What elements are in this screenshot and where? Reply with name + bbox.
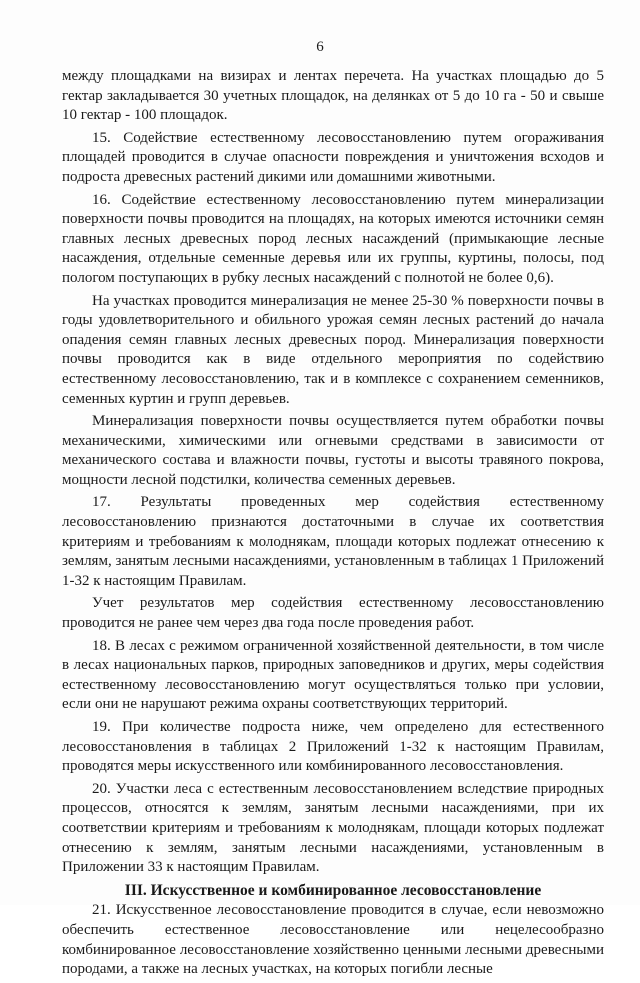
paragraph-continuation: между площадками на визирах и лентах перечета. На участках площадью до 5 гектар закладывается 30 учетных площадок, на делянках от 5 до 10 га - 50 и свыше 10 гектар - 100 площадок. <box>62 68 604 124</box>
paragraph-results-accounting: Учет результатов мер содействия естественному лесовосстановлению проводится не ранее чем через два года после проведения работ. <box>62 595 604 632</box>
paragraph-19: 19. При количестве подроста ниже, чем определено для естественного лесовосстановления в таблицах 2 Приложений 1-32 к настоящим Правилам, проводятся меры искусственного или комбинированного лесовосстановления. <box>62 719 604 775</box>
paragraph-17: 17. Результаты проведенных мер содействия естественному лесовосстановлению признаются достаточными в случае их соответствия критериям и требованиям к молоднякам, площади которых подлежат отнесению к землям, занятым лесными насаждениями, установленным в таблицах 1 Приложений 1-32 к настоящим Правилам. <box>62 494 604 589</box>
paragraph-18: 18. В лесах с режимом ограниченной хозяйственной деятельности, в том числе в лесах национальных парков, природных заповедников и других, меры содействия естественному лесовосстановлению могут осуществляться только при условии, если они не нарушают режима охраны соответствующих территорий. <box>62 637 604 713</box>
section-heading: III. Искусственное и комбинированное лесовосстановление <box>124 881 542 899</box>
document-body <box>62 67 604 983</box>
paragraph-16: 16. Содействие естественному лесовосстановлению путем минерализации поверхности почвы проводится на площадях, на которых имеются источники семян главных лесных древесных пород лесных насаждений (примыкающие лесные насаждения, отдельные семенные деревья или их группы, куртины, полосы, под пологом поступающих в рубку лесных насаждений с полнотой не более 0,6). <box>62 191 604 286</box>
paragraph-15: 15. Содействие естественному лесовосстановлению путем огораживания площадей проводится в случае опасности повреждения и уничтожения всходов и подроста древесных растений дикими или домашними животными. <box>62 129 604 185</box>
paragraph-mineralization-methods: Минерализация поверхности почвы осуществляется путем обработки почвы механическими, химическими или огневыми средствами в зависимости от механического состава и влажности почвы, густоты и высоты травяного покрова, мощности лесной подстилки, количества семенных деревьев. <box>62 413 604 488</box>
paragraph-mineralization-share: На участках проводится минерализация не менее 25-30 % поверхности почвы в годы удовлетворительного и обильного урожая семян лесных растений до начала опадения семян главных лесных древесных пород. Минерализация поверхности почвы проводится как в виде отдельного мероприятия по содействию естественному лесовосстановлению, так и в комплексе с сохранением семенников, семенных куртин и групп деревьев. <box>62 292 604 407</box>
page-number: 6 <box>316 39 324 55</box>
paragraph-21: 21. Искусственное лесовосстановление проводится в случае, если невозможно обеспечить естественное лесовосстановление или нецелесообразно комбинированное лесовосстановление хозяйственно ценными лесными древесными породами, а также на лесных участках, на которых погибли лесные <box>62 902 604 978</box>
paragraph-20: 20. Участки леса с естественным лесовосстановлением вследствие природных процессов, относятся к землям, занятым лесными насаждениями, при их соответствии критериям и требованиям к молоднякам, площади которых подлежат отнесению к землям, занятым лесными насаждениями, установленным в Приложении 33 к настоящим Правилам. <box>62 780 604 876</box>
